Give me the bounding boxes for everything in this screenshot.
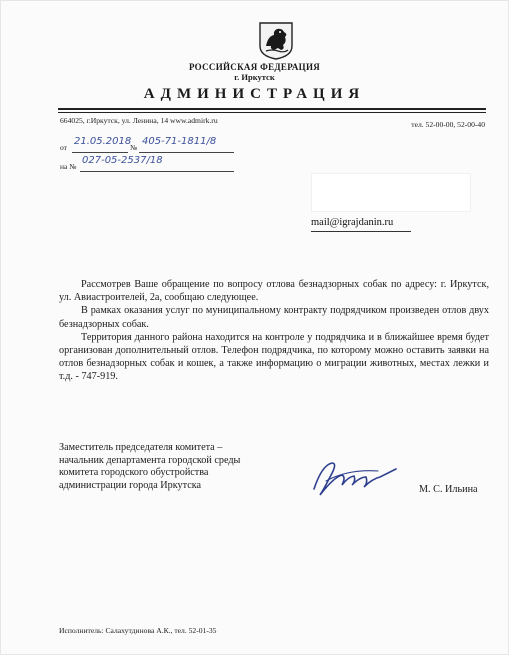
from-prefix: от bbox=[60, 143, 67, 152]
handwritten-incoming-number: 027-05-2537/18 bbox=[82, 155, 163, 166]
organization-address: 664025, г.Иркутск, ул. Ленина, 14 www.admirk.ru bbox=[60, 116, 218, 125]
position-line-4: администрации города Иркутска bbox=[59, 479, 202, 491]
number-prefix: № bbox=[130, 143, 138, 152]
position-line-3: комитета городского обустройства bbox=[59, 467, 209, 479]
to-prefix: на № bbox=[60, 162, 77, 171]
handwritten-number: 405-71-1811/8 bbox=[142, 136, 217, 147]
signatory-position bbox=[59, 442, 240, 492]
handwritten-date: 21.05.2018 bbox=[74, 136, 132, 147]
incoming-line bbox=[80, 171, 234, 172]
executor-info: Исполнитель: Салахутдинова А.К., тел. 52-01-35 bbox=[59, 626, 217, 635]
position-line-2: начальник департамента городской среды bbox=[59, 454, 241, 466]
administration-title: АДМИНИСТРАЦИЯ bbox=[143, 86, 366, 102]
email-underline bbox=[311, 231, 411, 232]
number-line bbox=[139, 152, 234, 153]
letter-body bbox=[59, 278, 489, 384]
incoming-reference bbox=[60, 155, 163, 171]
recipient-email: mail@igrajdanin.ru bbox=[311, 217, 394, 228]
handwritten-signature bbox=[308, 455, 404, 501]
paragraph-2: В рамках оказания услуг по муниципальному контракту подрядчиком произведен отлов двух безнадзорных собак. bbox=[59, 305, 489, 330]
city-name: г. Иркутск bbox=[234, 72, 275, 82]
position-line-1: Заместитель председателя комитета – bbox=[59, 442, 223, 453]
country-name: РОССИЙСКАЯ ФЕДЕРАЦИЯ bbox=[188, 62, 321, 72]
paragraph-3: Территория данного района находится на контроле у подрядчика и в ближайшее время будет организован дополнительный отлов. Телефон подрядчика, по которому можно оставить заявки на отлов безнадзорных собак и кошек, а также информацию о миграции животных, местах лежки и т.д. - 747-919. bbox=[59, 331, 489, 383]
signer-name: М. С. Ильина bbox=[419, 484, 478, 495]
paragraph-1: Рассмотрев Ваше обращение по вопросу отлова безнадзорных собак по адресу: г. Иркутск, ул. Авиастроителей, 2а, сообщаю следующее. bbox=[59, 279, 489, 304]
date-line bbox=[72, 152, 128, 153]
redacted-recipient-block bbox=[311, 173, 471, 212]
coat-of-arms-icon bbox=[258, 22, 294, 60]
outgoing-reference bbox=[60, 136, 217, 152]
organization-phone: тел. 52-00-00, 52-00-40 bbox=[411, 120, 485, 129]
header-rule-thick bbox=[58, 108, 486, 110]
header-rule-thin bbox=[58, 112, 486, 113]
